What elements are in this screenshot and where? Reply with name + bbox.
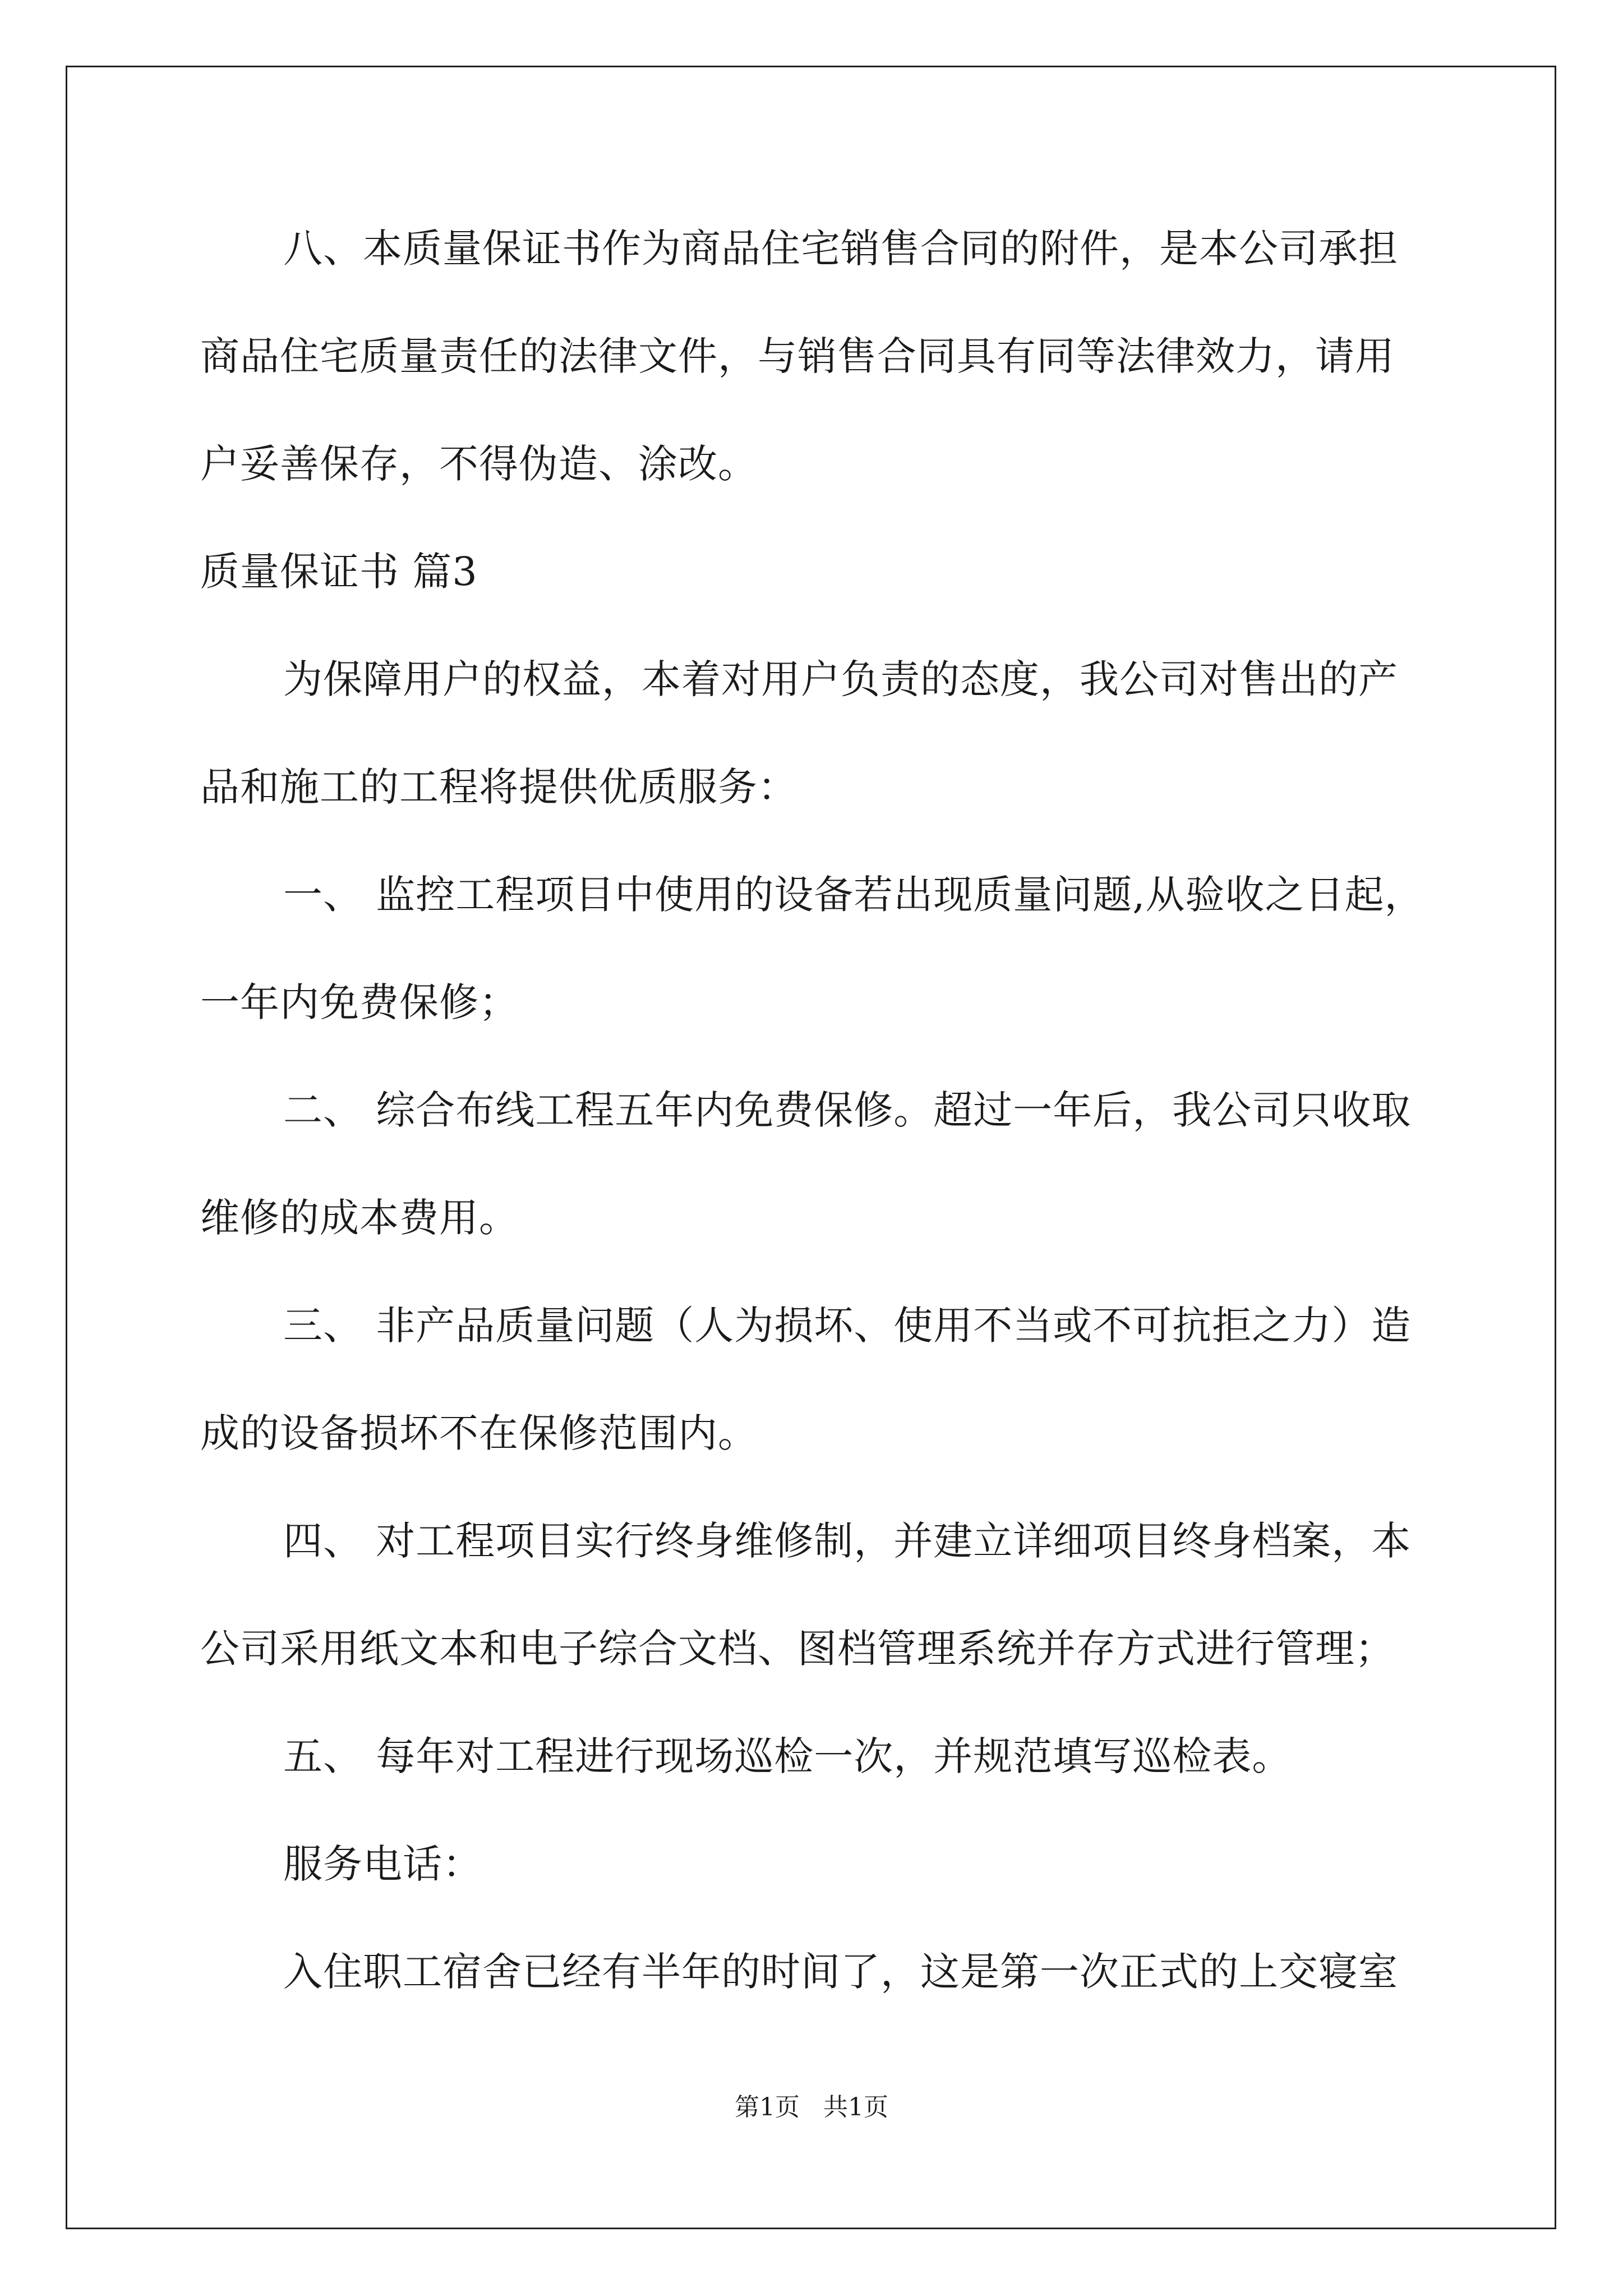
paragraph-8-line-1: 八、本质量保证书作为商品住宅销售合同的附件，是本公司承担 — [283, 226, 1398, 272]
item-4-line-1: 四、 对工程项目实行终身维修制，并建立详细项目终身档案，本 — [283, 1518, 1412, 1564]
item-3-line-2: 成的设备损坏不在保修范围内。 — [200, 1410, 758, 1456]
page-border — [66, 66, 1556, 2229]
item-1-line-1: 一、 监控工程项目中使用的设备若出现质量问题,从验收之日起， — [283, 872, 1424, 918]
next-paragraph-line-1: 入住职工宿舍已经有半年的时间了，这是第一次正式的上交寝室 — [283, 1949, 1398, 1995]
intro-line-1: 为保障用户的权益，本着对用户负责的态度，我公司对售出的产 — [283, 656, 1398, 702]
item-1-line-2: 一年内免费保修； — [200, 979, 519, 1025]
item-5-line-1: 五、 每年对工程进行现场巡检一次，并规范填写巡检表。 — [283, 1733, 1292, 1779]
item-2-line-1: 二、 综合布线工程五年内免费保修。超过一年后，我公司只收取 — [283, 1087, 1412, 1133]
intro-line-2: 品和施工的工程将提供优质服务： — [200, 764, 797, 810]
item-2-line-2: 维修的成本费用。 — [200, 1195, 519, 1241]
section-heading: 质量保证书 篇3 — [200, 549, 478, 595]
page-footer: 第1页 共1页 — [735, 2093, 888, 2122]
service-phone-label: 服务电话： — [283, 1841, 482, 1887]
item-4-line-2: 公司采用纸文本和电子综合文档、图档管理系统并存方式进行管理； — [200, 1626, 1395, 1672]
paragraph-8-line-2: 商品住宅质量责任的法律文件，与销售合同具有同等法律效力，请用 — [200, 333, 1395, 379]
item-3-line-1: 三、 非产品质量问题（人为损坏、使用不当或不可抗拒之力）造 — [283, 1303, 1412, 1349]
paragraph-8-line-3: 户妥善保存，不得伪造、涂改。 — [200, 441, 758, 487]
